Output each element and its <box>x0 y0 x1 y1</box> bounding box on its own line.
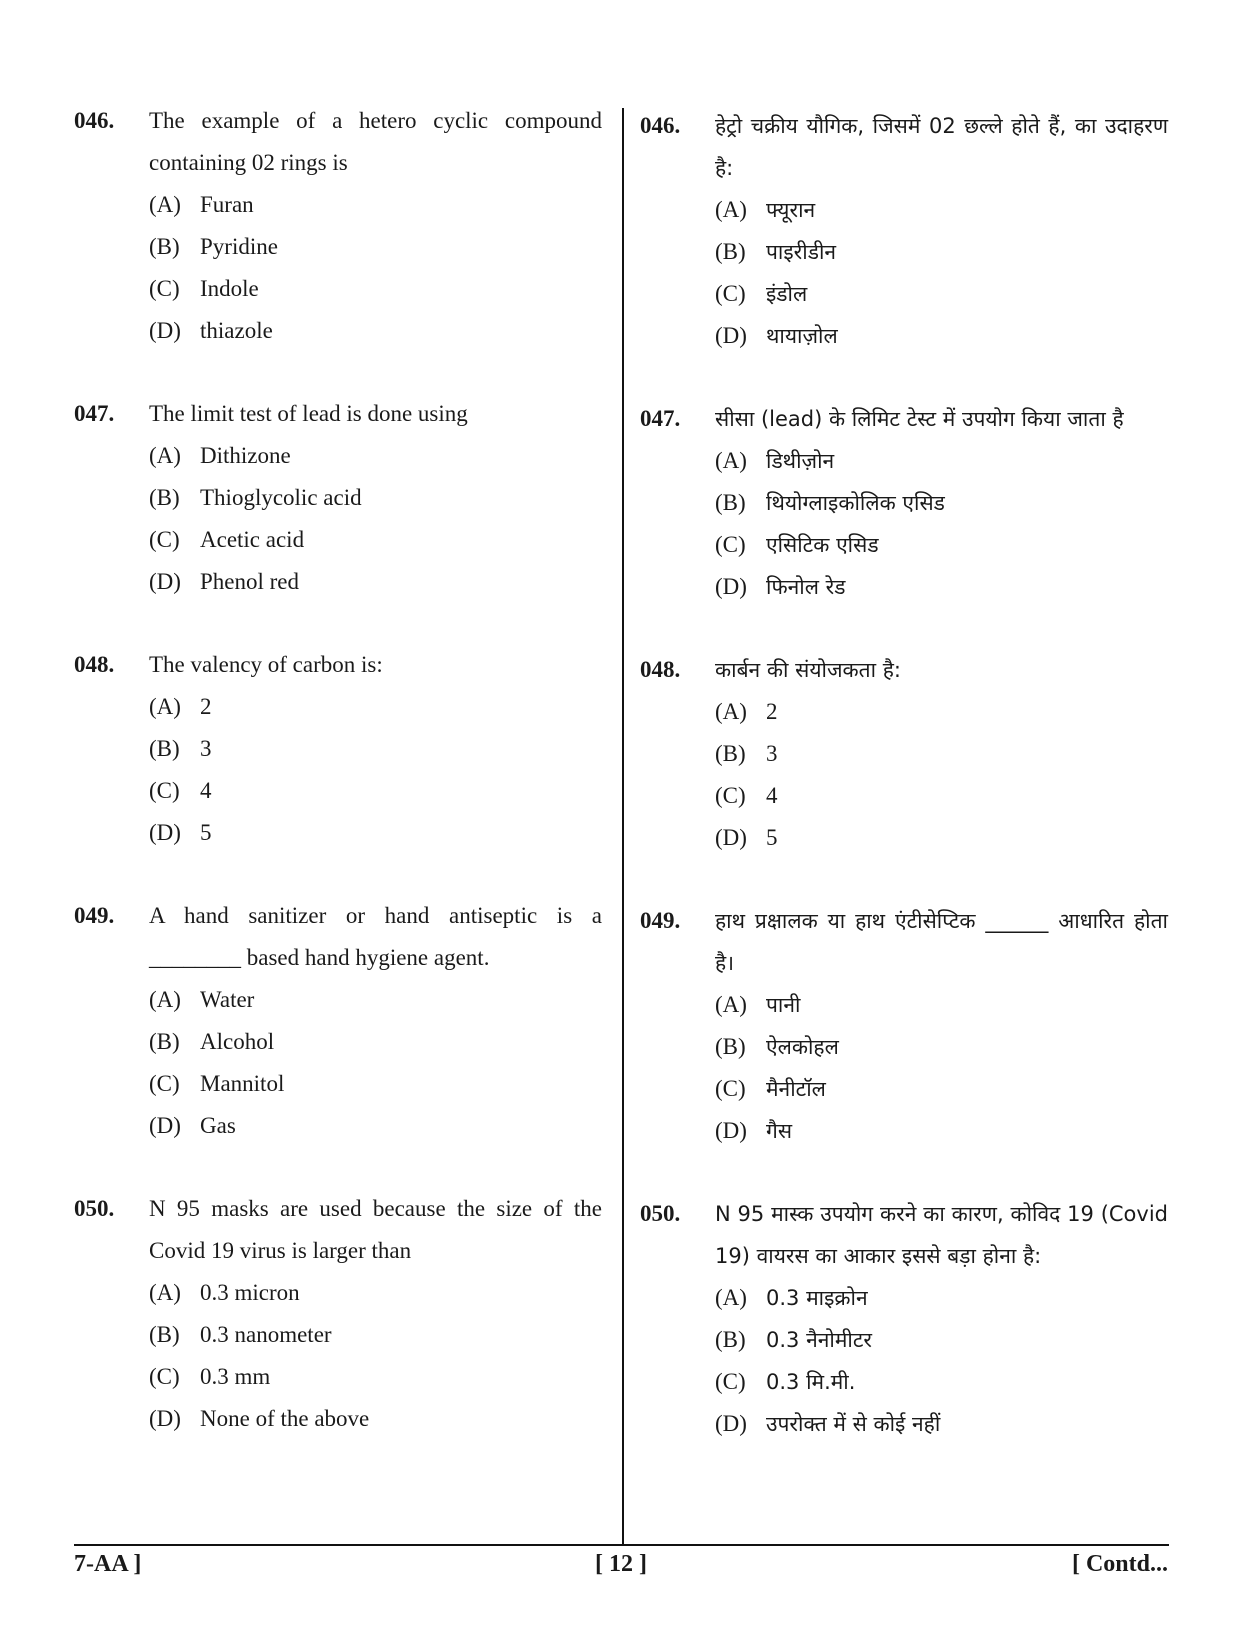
option-label: (C) <box>149 527 180 552</box>
option-b <box>149 1021 602 1063</box>
option-label: (A) <box>149 694 181 719</box>
option-d <box>715 1403 1168 1445</box>
option-a <box>715 691 1168 733</box>
option-d <box>149 1398 602 1440</box>
option-a <box>715 1277 1168 1319</box>
option-label: (B) <box>149 736 180 761</box>
option-d <box>715 566 1168 608</box>
option-label: (C) <box>715 532 746 557</box>
option-d <box>715 1110 1168 1152</box>
option-label: (B) <box>149 1322 180 1347</box>
option-text: Gas <box>200 1113 236 1138</box>
question-text: हेट्रो चक्रीय यौगिक, जिसमें 02 छल्ले होते हैं, का उदाहरण है: <box>715 114 1168 180</box>
question-number: 049. <box>640 908 681 933</box>
option-label: (A) <box>715 1285 747 1310</box>
option-label: (B) <box>715 239 746 264</box>
option-b <box>149 1314 602 1356</box>
option-a <box>149 686 602 728</box>
question-text: सीसा (lead) के लिमिट टेस्ट में उपयोग किया जाता है <box>715 407 1124 431</box>
question-text: कार्बन की संयोजकता है: <box>715 658 901 682</box>
option-label: (D) <box>715 574 747 599</box>
option-label: (D) <box>149 1113 181 1138</box>
option-label: (B) <box>149 234 180 259</box>
option-d <box>149 1105 602 1147</box>
question-050-en <box>74 1188 602 1440</box>
option-label: (A) <box>715 992 747 1017</box>
footer-contd: [ Contd... <box>1071 1551 1168 1577</box>
option-c <box>149 268 602 310</box>
option-text: 5 <box>200 820 212 845</box>
option-text: 0.3 मि.मी. <box>766 1370 856 1394</box>
option-text: Furan <box>200 192 254 217</box>
question-number: 048. <box>640 657 681 682</box>
option-label: (D) <box>149 569 181 594</box>
option-label: (C) <box>149 1071 180 1096</box>
question-number: 047. <box>74 401 115 426</box>
option-text: फ्यूरान <box>766 198 816 222</box>
question-047-hi <box>640 398 1168 608</box>
option-c <box>715 1361 1168 1403</box>
option-label: (C) <box>715 281 746 306</box>
option-text: 2 <box>766 699 778 724</box>
option-text: ऐलकोहल <box>766 1035 839 1059</box>
option-label: (C) <box>715 783 746 808</box>
option-b <box>715 1319 1168 1361</box>
option-text: मैनीटॉल <box>766 1077 826 1101</box>
option-b <box>149 226 602 268</box>
option-label: (D) <box>715 1411 747 1436</box>
option-a <box>149 979 602 1021</box>
option-d <box>715 817 1168 859</box>
option-text: Alcohol <box>200 1029 275 1054</box>
option-text: Phenol red <box>200 569 300 594</box>
option-a <box>149 435 602 477</box>
question-number: 047. <box>640 406 681 431</box>
option-label: (B) <box>715 490 746 515</box>
option-c <box>149 519 602 561</box>
option-text: Mannitol <box>200 1071 285 1096</box>
option-a <box>715 440 1168 482</box>
footer-code: 7-AA ] <box>74 1551 142 1577</box>
question-048-hi <box>640 649 1168 859</box>
option-label: (B) <box>149 485 180 510</box>
option-text: गैस <box>766 1119 793 1143</box>
option-text: 4 <box>200 778 212 803</box>
option-text: 3 <box>200 736 212 761</box>
question-046-en <box>74 100 602 352</box>
option-label: (D) <box>149 1406 181 1431</box>
option-text: 5 <box>766 825 778 850</box>
option-b <box>715 482 1168 524</box>
option-d <box>149 310 602 352</box>
option-d <box>149 812 602 854</box>
option-label: (C) <box>715 1369 746 1394</box>
option-text: इंडोल <box>766 282 808 306</box>
option-text: thiazole <box>200 318 273 343</box>
option-text: Dithizone <box>200 443 291 468</box>
option-c <box>149 1063 602 1105</box>
option-text: 0.3 micron <box>200 1280 300 1305</box>
option-a <box>715 984 1168 1026</box>
option-label: (B) <box>715 1034 746 1059</box>
question-text: The example of a hetero cyclic compound containing 02 rings is <box>149 108 602 175</box>
option-text: Water <box>200 987 255 1012</box>
option-label: (C) <box>149 276 180 301</box>
option-c <box>715 1068 1168 1110</box>
question-text: N 95 masks are used because the size of the Covid 19 virus is larger than <box>149 1196 602 1263</box>
option-text: None of the above <box>200 1406 370 1431</box>
option-label: (B) <box>715 741 746 766</box>
option-label: (A) <box>149 443 181 468</box>
option-text: उपरोक्त में से कोई नहीं <box>766 1412 941 1436</box>
option-label: (A) <box>149 1280 181 1305</box>
question-number: 050. <box>74 1196 115 1221</box>
question-number: 046. <box>74 108 115 133</box>
option-c <box>715 524 1168 566</box>
option-c <box>149 770 602 812</box>
option-text: पाइरीडीन <box>766 240 837 264</box>
option-text: 0.3 माइक्रोन <box>766 1286 868 1310</box>
option-text: Indole <box>200 276 259 301</box>
option-b <box>149 477 602 519</box>
option-text: Pyridine <box>200 234 278 259</box>
option-label: (A) <box>715 448 747 473</box>
question-047-en <box>74 393 602 603</box>
option-label: (B) <box>149 1029 180 1054</box>
option-label: (A) <box>149 192 181 217</box>
option-b <box>715 1026 1168 1068</box>
question-number: 046. <box>640 113 681 138</box>
option-label: (C) <box>715 1076 746 1101</box>
option-label: (D) <box>149 820 181 845</box>
option-c <box>715 273 1168 315</box>
option-label: (D) <box>149 318 181 343</box>
option-text: फिनोल रेड <box>766 575 846 599</box>
question-text: A hand sanitizer or hand antiseptic is a ________ based hand hygiene agent. <box>149 903 602 970</box>
question-048-en <box>74 644 602 854</box>
question-text: N 95 मास्क उपयोग करने का कारण, कोविद 19 (Covid 19) वायरस का आकार इससे बड़ा होना है: <box>715 1202 1168 1268</box>
question-049-hi <box>640 900 1168 1152</box>
option-label: (D) <box>715 323 747 348</box>
option-text: 3 <box>766 741 778 766</box>
column-divider <box>622 108 624 1544</box>
option-label: (D) <box>715 825 747 850</box>
question-text: हाथ प्रक्षालक या हाथ एंटीसेप्टिक ______ आधारित होता है। <box>715 909 1168 975</box>
question-number: 048. <box>74 652 115 677</box>
option-label: (A) <box>715 699 747 724</box>
option-text: 0.3 nanometer <box>200 1322 332 1347</box>
option-text: 0.3 नैनोमीटर <box>766 1328 872 1352</box>
option-d <box>149 561 602 603</box>
option-text: 0.3 mm <box>200 1364 271 1389</box>
option-text: थायाज़ोल <box>766 324 838 348</box>
question-text: The valency of carbon is: <box>149 652 383 677</box>
option-text: डिथीज़ोन <box>766 449 835 473</box>
option-c <box>715 775 1168 817</box>
option-text: थियोग्लाइकोलिक एसिड <box>766 491 945 515</box>
option-label: (B) <box>715 1327 746 1352</box>
option-label: (A) <box>715 197 747 222</box>
option-label: (C) <box>149 778 180 803</box>
option-text: 4 <box>766 783 778 808</box>
option-text: पानी <box>766 993 801 1017</box>
option-c <box>149 1356 602 1398</box>
option-text: Thioglycolic acid <box>200 485 362 510</box>
option-b <box>149 728 602 770</box>
question-046-hi <box>640 105 1168 357</box>
option-b <box>715 733 1168 775</box>
question-number: 050. <box>640 1201 681 1226</box>
option-text: एसिटिक एसिड <box>766 533 879 557</box>
option-label: (C) <box>149 1364 180 1389</box>
option-label: (D) <box>715 1118 747 1143</box>
option-b <box>715 231 1168 273</box>
question-050-hi <box>640 1193 1168 1445</box>
option-text: Acetic acid <box>200 527 305 552</box>
option-a <box>149 184 602 226</box>
option-label: (A) <box>149 987 181 1012</box>
option-d <box>715 315 1168 357</box>
option-text: 2 <box>200 694 212 719</box>
option-a <box>149 1272 602 1314</box>
page-number: [ 12 ] <box>595 1551 647 1577</box>
question-number: 049. <box>74 903 115 928</box>
question-049-en <box>74 895 602 1147</box>
question-text: The limit test of lead is done using <box>149 401 468 426</box>
option-a <box>715 189 1168 231</box>
